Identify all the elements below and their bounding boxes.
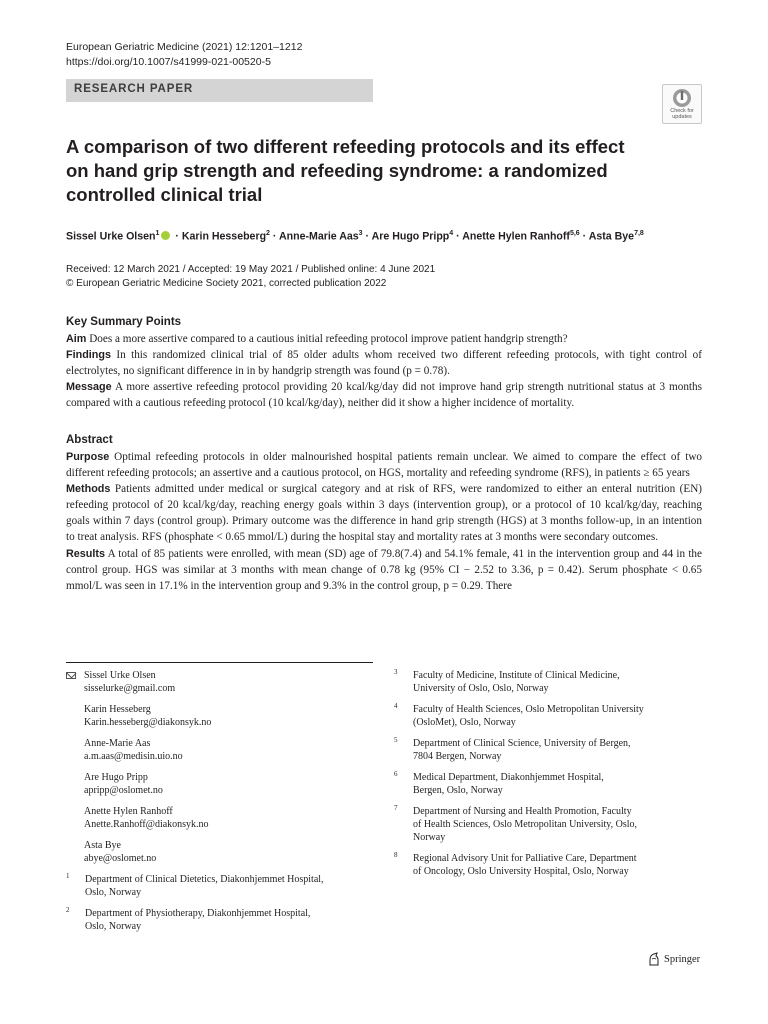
springer-horse-icon xyxy=(648,952,660,966)
key-summary-heading: Key Summary Points xyxy=(66,316,182,328)
publication-dates xyxy=(66,263,435,291)
affiliation-line: Oslo, Norway xyxy=(85,921,142,932)
contact-email[interactable]: a.m.aas@medisin.uio.no xyxy=(84,751,183,762)
article-type-banner: RESEARCH PAPER xyxy=(66,79,373,102)
summary-point xyxy=(66,379,702,411)
affiliation-line: 7804 Bergen, Norway xyxy=(413,751,502,762)
author-contact xyxy=(84,669,366,695)
contact-name: Sissel Urke Olsen xyxy=(84,670,156,681)
key-summary-section xyxy=(66,315,702,411)
check-updates-line1: Check for xyxy=(670,108,694,114)
affiliations-left xyxy=(66,873,366,933)
author-contact xyxy=(84,737,366,763)
author-name[interactable]: Are Hugo Pripp xyxy=(371,230,450,243)
affiliation-line: Department of Physiotherapy, Diakonhjemmet Hospital, xyxy=(85,908,311,919)
affiliation-line: Faculty of Health Sciences, Oslo Metropolitan University xyxy=(413,704,644,715)
affiliation xyxy=(394,805,674,844)
affiliation-line: Oslo, Norway xyxy=(85,887,142,898)
affiliation xyxy=(394,703,674,729)
affiliation xyxy=(66,873,366,899)
affiliation-number: 5 xyxy=(394,736,398,744)
affiliation xyxy=(394,771,674,797)
summary-point-text: A more assertive refeeding protocol providing 20 kcal/kg/day did not improve hand grip strength nutritional status at 3 months compared with a cautious refeeding protocol (10 kcal/kg/day), neither did it show a higher incidence of mortality. xyxy=(66,381,702,410)
abstract-paragraph xyxy=(66,481,702,545)
affiliation-number: 7 xyxy=(394,804,398,812)
summary-point-text: Does a more assertive compared to a cautious initial refeeding protocol improve patient handgrip strength? xyxy=(89,333,568,345)
author-affiliation-mark: 7,8 xyxy=(634,230,644,237)
contact-name: Anette Hylen Ranhoff xyxy=(84,806,173,817)
author-name[interactable]: Asta Bye xyxy=(588,230,635,243)
affiliation-line: Department of Clinical Dietetics, Diakonhjemmet Hospital, xyxy=(85,874,324,885)
orcid-icon[interactable] xyxy=(161,231,170,240)
contact-email[interactable]: abye@oslomet.no xyxy=(84,853,157,864)
author-name[interactable]: Anne-Marie Aas xyxy=(278,230,359,243)
check-updates-line2: updates xyxy=(672,114,692,120)
author-name[interactable]: Sissel Urke Olsen xyxy=(66,230,156,243)
author-name[interactable]: Karin Hesseberg xyxy=(181,230,267,243)
affiliation xyxy=(394,737,674,763)
abstract-paragraph-text: Optimal refeeding protocols in older malnourished hospital patients remain unclear. We aimed to compare the effect of two different refeeding protocols; an assertive and a cautious protocol, on HGS, mortality and refeeding syndrome (RFS), in patients ≥ 65 years xyxy=(66,451,702,480)
affiliation-number: 2 xyxy=(66,906,70,914)
publisher-logo xyxy=(648,952,700,966)
summary-point-label: Message xyxy=(66,381,112,394)
summary-point-text: In this randomized clinical trial of 85 older adults whom received two different refeeding protocols, with tight control of electrolytes, no significant difference in in by handgrip strength was found (p = 0.78). xyxy=(66,349,702,378)
affiliations-right xyxy=(394,669,674,886)
correspondence-block xyxy=(66,669,366,941)
affiliation-number: 4 xyxy=(394,702,398,710)
abstract-section xyxy=(66,433,702,594)
abstract-paragraph-text: A total of 85 patients were enrolled, with mean (SD) age of 79.8(7.4) and 54.1% female, 41 in the intervention group and 44 in the control group. HGS was similar at 3 months with mean change of 0.78 kg (95% CI − 2.52 to 3.36, p = 0.42). Serum phosphate < 0.65 mmol/L was seen in 17.1% in the intervention group and 9.3% in the control group, p = 0.29. There xyxy=(66,547,702,592)
author-affiliation-mark: 3 xyxy=(358,230,363,237)
envelope-icon xyxy=(66,672,76,679)
affiliation-line: Bergen, Oslo, Norway xyxy=(413,785,503,796)
summary-point-label: Aim xyxy=(66,333,87,345)
author-affiliation-mark: 1 xyxy=(155,230,160,237)
affiliation-line: University of Oslo, Oslo, Norway xyxy=(413,683,549,694)
contact-list xyxy=(66,669,366,865)
author-contact xyxy=(84,703,366,729)
author-name[interactable]: Anette Hylen Ranhoff xyxy=(462,230,570,243)
abstract-paragraph-label: Results xyxy=(66,547,106,560)
abstract-paragraph-label: Methods xyxy=(66,483,111,496)
contact-email[interactable]: Anette.Ranhoff@diakonsyk.no xyxy=(84,819,209,830)
affiliation-line: of Oncology, Oslo University Hospital, Oslo, Norway xyxy=(413,866,629,877)
affiliation-number: 3 xyxy=(394,668,398,676)
contact-name: Karin Hesseberg xyxy=(84,704,151,715)
abstract-paragraph xyxy=(66,449,702,481)
dates-line: Received: 12 March 2021 / Accepted: 19 May 2021 / Published online: 4 June 2021 xyxy=(66,264,436,275)
author-list xyxy=(66,227,726,244)
summary-point-label: Findings xyxy=(66,349,111,362)
journal-citation: European Geriatric Medicine (2021) 12:1201–1212 xyxy=(66,41,303,53)
key-summary-items xyxy=(66,331,702,411)
abstract-paragraph xyxy=(66,546,702,594)
affiliation xyxy=(394,852,674,878)
contact-name: Are Hugo Pripp xyxy=(84,772,148,783)
affiliation-number: 6 xyxy=(394,770,398,778)
author-contact xyxy=(84,771,366,797)
abstract-paragraph-label: Purpose xyxy=(66,451,110,463)
summary-point xyxy=(66,347,702,379)
author-separator: · xyxy=(269,230,279,243)
article-title: A comparison of two different refeeding protocols and its effect on hand grip strength and refeeding syndrome: a randomized controlled clinical trial xyxy=(66,136,625,205)
contact-email[interactable]: Karin.hesseberg@diakonsyk.no xyxy=(84,717,212,728)
summary-point xyxy=(66,331,702,347)
author-affiliation-mark: 5,6 xyxy=(569,230,580,237)
abstract-heading: Abstract xyxy=(66,434,113,446)
author-contact xyxy=(84,805,366,831)
journal-header xyxy=(66,40,302,70)
author-separator: · xyxy=(362,230,372,243)
contact-name: Asta Bye xyxy=(84,840,121,851)
affiliation-line: of Health Sciences, Oslo Metropolitan University, Oslo, xyxy=(413,819,638,830)
author-separator: · xyxy=(453,230,463,243)
abstract-items xyxy=(66,449,702,594)
copyright-line: © European Geriatric Medicine Society 2021, corrected publication 2022 xyxy=(66,278,387,289)
affiliation xyxy=(66,907,366,933)
abstract-paragraph-text: Patients admitted under medical or surgical category and at risk of RFS, were randomized to either an enteral nutrition (EN) refeeding protocol of 20 kcal/kg/day, reaching energy goals within 3 days (intervention group), or a protocol of 10 kcal/kg/day, reaching goals within 7 days (control group). Primary outcome was the difference in hand grip strength (HGS) at 3 months follow-up, in an intention to treat analysis. RFS (phosphate < 0.65 mmol/L) during the hospital stay and mortality rates at 3 months were secondary outcomes. xyxy=(66,483,702,544)
author-contact xyxy=(84,839,366,865)
affiliation-line: Department of Nursing and Health Promotion, Faculty xyxy=(413,806,632,817)
affiliation-number: 8 xyxy=(394,851,398,859)
affiliation-line: Department of Clinical Science, University of Bergen, xyxy=(413,738,631,749)
contact-email[interactable]: sisselurke@gmail.com xyxy=(84,683,176,694)
publisher-name: Springer xyxy=(664,953,701,965)
author-separator: · xyxy=(579,230,589,243)
footnote-divider xyxy=(66,662,373,663)
affiliation-number: 1 xyxy=(66,872,70,880)
contact-name: Anne-Marie Aas xyxy=(84,738,151,749)
affiliation-line: Regional Advisory Unit for Palliative Care, Department xyxy=(413,853,637,864)
contact-email[interactable]: apripp@oslomet.no xyxy=(84,785,163,796)
affiliation-line: (OsloMet), Oslo, Norway xyxy=(413,717,516,728)
affiliation-line: Norway xyxy=(413,832,446,843)
affiliation-line: Medical Department, Diakonhjemmet Hospital, xyxy=(413,772,604,783)
affiliation-line: Faculty of Medicine, Institute of Clinical Medicine, xyxy=(413,670,620,681)
doi-link[interactable]: https://doi.org/10.1007/s41999-021-00520-5 xyxy=(66,56,271,68)
check-for-updates-badge[interactable] xyxy=(662,84,702,124)
affiliation xyxy=(394,669,674,695)
author-separator: · xyxy=(172,230,182,243)
author-affiliation-mark: 2 xyxy=(266,230,270,237)
author-affiliation-mark: 4 xyxy=(449,230,454,237)
check-updates-icon xyxy=(672,88,692,108)
